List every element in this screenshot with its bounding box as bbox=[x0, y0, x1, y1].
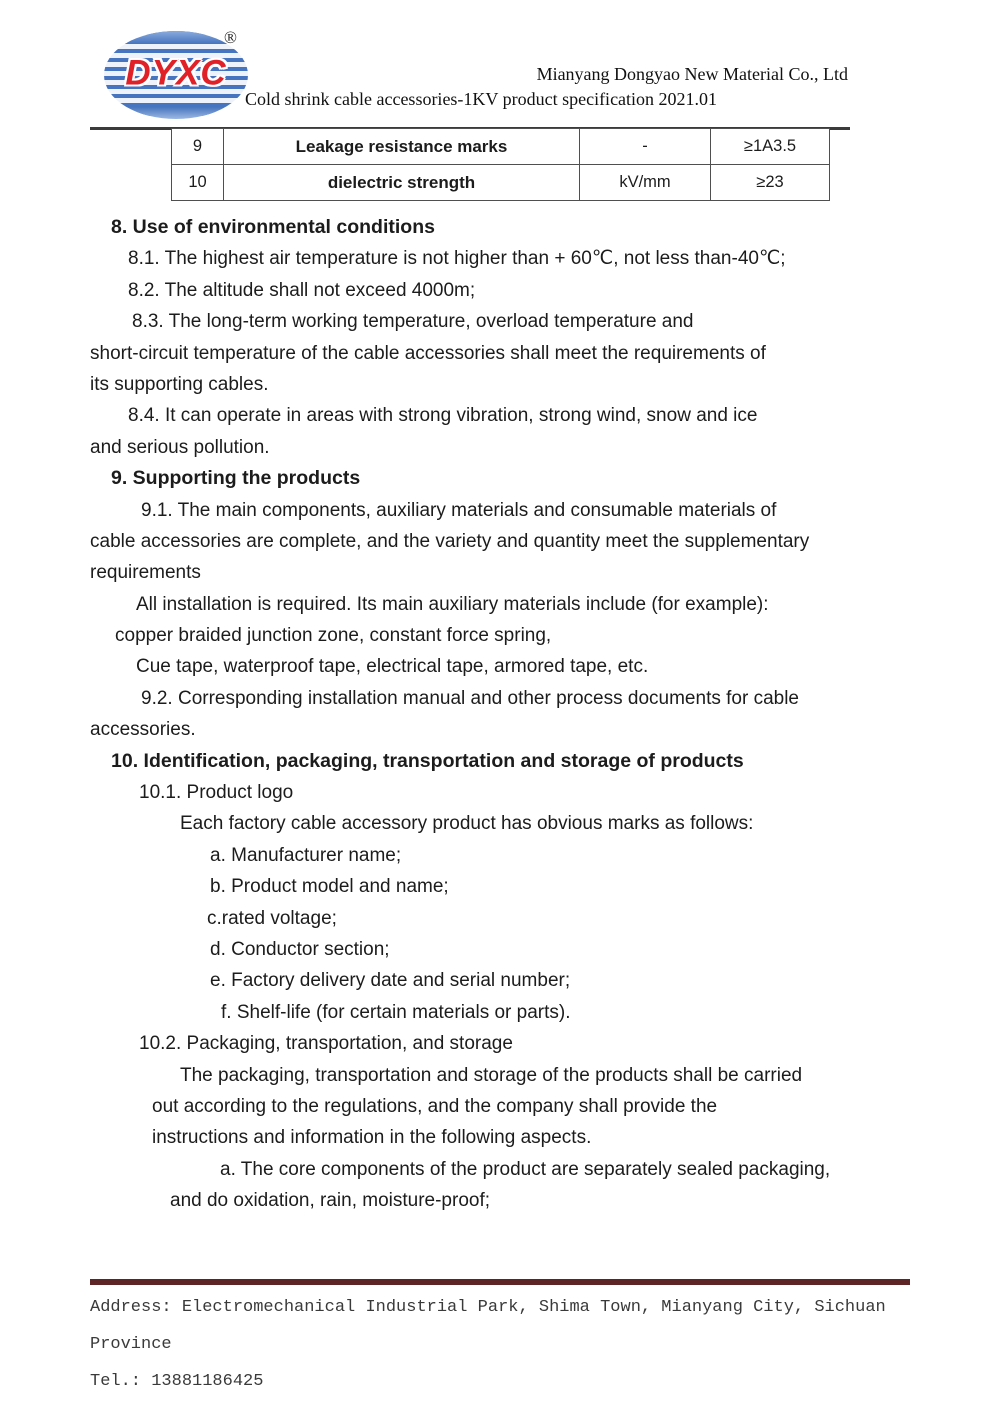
body-line: b. Product model and name; bbox=[210, 876, 449, 898]
body-line: its supporting cables. bbox=[90, 373, 269, 395]
table-cell-unit: - bbox=[580, 129, 711, 165]
document-body bbox=[90, 212, 980, 1217]
body-line: and do oxidation, rain, moisture-proof; bbox=[170, 1190, 491, 1212]
body-line: 10.2. Packaging, transportation, and storage bbox=[139, 1033, 513, 1055]
body-line: 8.3. The long-term working temperature, overload temperature and bbox=[132, 311, 694, 333]
table-row bbox=[172, 129, 830, 165]
body-line: e. Factory delivery date and serial number; bbox=[210, 970, 571, 992]
body-line: 8.4. It can operate in areas with strong vibration, strong wind, snow and ice bbox=[128, 405, 758, 427]
registered-trademark-icon: ® bbox=[224, 28, 237, 47]
table-cell-unit: kV/mm bbox=[580, 165, 711, 201]
table-cell-item: dielectric strength bbox=[224, 165, 580, 201]
section-heading: 10. Identification, packaging, transportation and storage of products bbox=[111, 749, 744, 772]
footer-address-line2: Province bbox=[90, 1335, 172, 1354]
logo-stripe-cap bbox=[104, 107, 248, 119]
body-line: The packaging, transportation and storage of the products shall be carried bbox=[180, 1064, 803, 1086]
body-line: 10.1. Product logo bbox=[139, 782, 294, 804]
body-line: requirements bbox=[90, 562, 201, 584]
body-line: instructions and information in the following aspects. bbox=[152, 1127, 592, 1149]
body-line: short-circuit temperature of the cable accessories shall meet the requirements of bbox=[90, 342, 766, 364]
body-line: a. Manufacturer name; bbox=[210, 844, 402, 866]
body-line: 9.1. The main components, auxiliary materials and consumable materials of bbox=[141, 499, 777, 521]
body-line: accessories. bbox=[90, 719, 196, 741]
body-line: cable accessories are complete, and the variety and quantity meet the supplementary bbox=[90, 530, 810, 552]
spec-table bbox=[171, 128, 830, 201]
table-cell-value: ≥1A3.5 bbox=[711, 129, 830, 165]
body-line: All installation is required. Its main auxiliary materials include (for example): bbox=[136, 593, 769, 615]
section-heading: 9. Supporting the products bbox=[111, 467, 361, 490]
body-line: Each factory cable accessory product has obvious marks as follows: bbox=[180, 813, 754, 835]
footer-telephone: Tel.: 13881186425 bbox=[90, 1372, 264, 1391]
table-cell-no: 10 bbox=[172, 165, 224, 201]
footer-address-line1: Address: Electromechanical Industrial Park, Shima Town, Mianyang City, Sichuan bbox=[90, 1298, 886, 1317]
table-cell-value: ≥23 bbox=[711, 165, 830, 201]
document-title: Cold shrink cable accessories-1KV product specification 2021.01 bbox=[245, 89, 718, 109]
body-line: d. Conductor section; bbox=[210, 938, 390, 960]
section-heading: 8. Use of environmental conditions bbox=[111, 216, 435, 238]
table-row bbox=[172, 165, 830, 201]
body-line: and serious pollution. bbox=[90, 436, 270, 458]
body-line: a. The core components of the product are separately sealed packaging, bbox=[220, 1158, 831, 1180]
body-line: 8.2. The altitude shall not exceed 4000m; bbox=[128, 279, 476, 301]
body-line: Cue tape, waterproof tape, electrical tape, armored tape, etc. bbox=[136, 656, 649, 678]
body-line: 8.1. The highest air temperature is not higher than + 60℃, not less than-40℃; bbox=[128, 248, 786, 270]
body-line: c.rated voltage; bbox=[207, 907, 337, 929]
body-line: 9.2. Corresponding installation manual and other process documents for cable bbox=[141, 687, 799, 709]
company-name: Mianyang Dongyao New Material Co., Ltd bbox=[536, 64, 848, 84]
table-cell-no: 9 bbox=[172, 129, 224, 165]
footer-divider bbox=[90, 1279, 910, 1285]
body-line: out according to the regulations, and the company shall provide the bbox=[152, 1095, 718, 1117]
logo-text: DYXC bbox=[125, 53, 227, 93]
body-line: copper braided junction zone, constant force spring, bbox=[115, 625, 552, 647]
body-line: f. Shelf-life (for certain materials or parts). bbox=[221, 1001, 571, 1023]
table-cell-item: Leakage resistance marks bbox=[224, 129, 580, 165]
